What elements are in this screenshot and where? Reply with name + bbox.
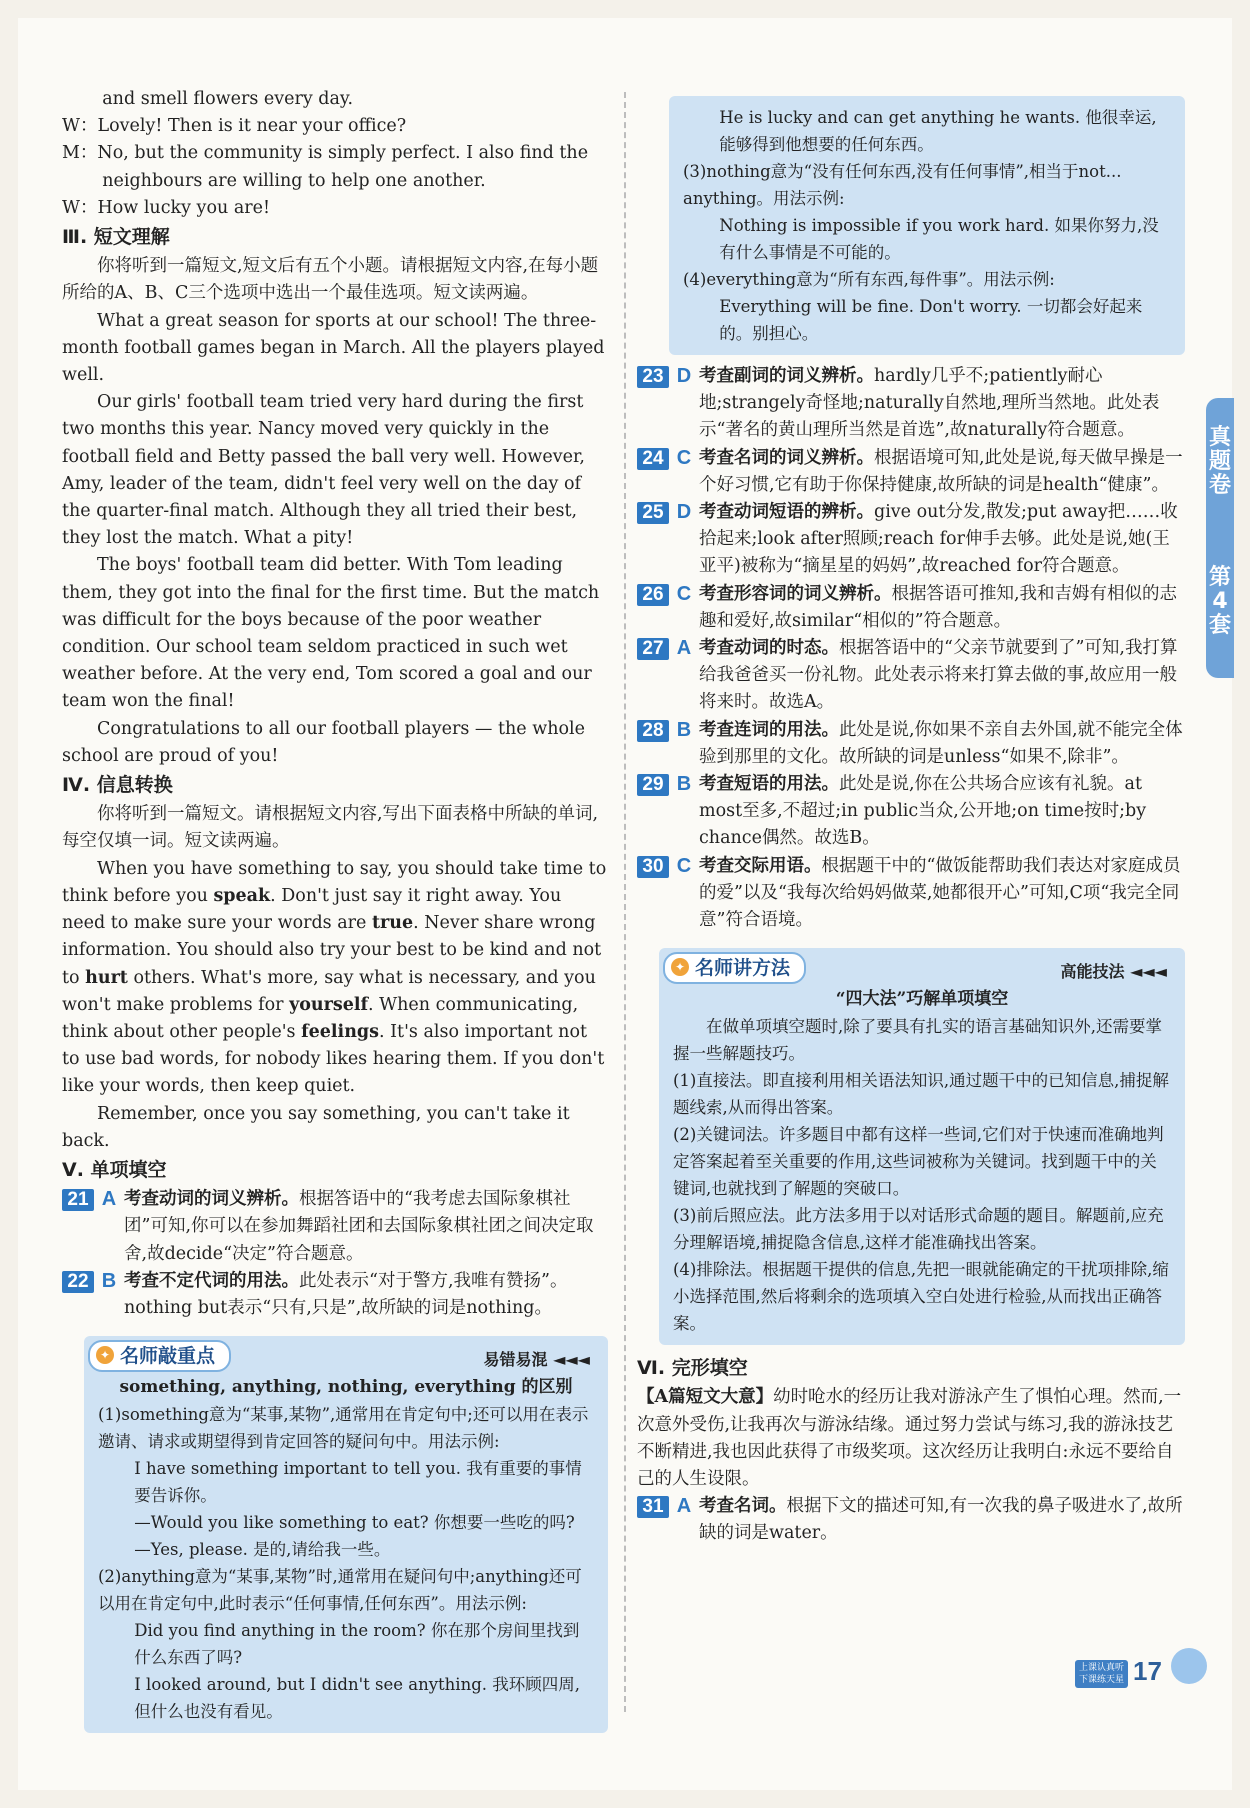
answer-item: 24 C 考查名词的词义辨析。根据语境可知,此处是说,每天做早操是一个好习惯,它有助于你保持健康,故所缺的词是health“健康”。: [637, 445, 1185, 499]
right-column: [637, 96, 1185, 1548]
side-tab: [1206, 398, 1234, 678]
passage-paragraph: Remember, once you say something, you can't take it back.: [62, 1103, 570, 1151]
answer-item: 22 B 考查不定代词的用法。此处表示“对于警方,我唯有赞扬”。nothing but表示“只有,只是”,故所缺的词是nothing。: [62, 1268, 608, 1322]
section-3-instructions: 你将听到一篇短文,短文后有五个小题。请根据短文内容,在每小题所给的A、B、C三个选项中选出一个最佳选项。短文读两遍。: [62, 256, 599, 304]
answer-word: feelings: [301, 1021, 380, 1042]
answer-word: hurt: [85, 967, 128, 988]
answer-item: 21 A 考查动词的词义辨析。根据答语中的“我考虑去国际象棋社团”可知,你可以在参加舞蹈社团和去国际象棋社团之间决定取舍,故decide“决定”符合题意。: [62, 1186, 608, 1268]
tip-category: 高能技法 ◄◄◄: [1060, 962, 1167, 982]
passage-paragraph: Congratulations to all our football players — the whole school are proud of you!: [62, 718, 585, 766]
passage-paragraph: When you have something to say, you should take time to think before you speak. Don't just say it right away. You need to make sure your words are true. Never share wrong information. You should also try your best to be kind and not to hurt others. What's more, say what is necessary, and you won't make problems for yourself. When communicating, think about other people's feelings. It's also important not to use bad words, for nobody likes hearing them. If you don't like your words, then keep quiet.: [62, 858, 607, 1097]
side-tab-label: 真题卷: [1208, 425, 1231, 498]
passage-paragraph: What a great season for sports at our school! The three-month football games began in March. All the players played well.: [62, 310, 605, 386]
mascot-icon: [1171, 1648, 1207, 1684]
section-6-title: Ⅵ. 完形填空: [637, 1357, 748, 1380]
question-number: 21: [62, 1189, 94, 1211]
tip-tag: ✦ 名师讲方法: [663, 952, 806, 984]
tip-box-methods: ✦ 名师讲方法 高能技法 ◄◄◄ “四大法”巧解单项填空 在做单项填空题时,除了要具有扎实的语言基础知识外,还需要掌握一些解题技巧。 (1)直接法。即直接利用相关语法知识,通过题干中的已知信息,捕捉解题线索,从而得出答案。 (2)关键词法。许多题目中都有这样一些词,它们对于快速而准确地判定答案起着至关重要的作用,这些词被称为关键词。找到题干中的关键词,也就找到了解题的突破口。 (3)前后照应法。此方法多用于以对话形式命题的题目。解题前,应充分理解语境,捕捉隐含信息,这样才能准确找出答案。 (4)排除法。根据题干提供的信息,先把一眼就能确定的干扰项排除,缩小选择范围,然后将剩余的选项填入空白处进行检验,从而找出正确答案。: [659, 948, 1185, 1345]
answer-item: 26 C 考查形容词的词义辨析。根据答语可推知,我和吉姆有相似的志趣和爱好,故similar“相似的”符合题意。: [637, 581, 1185, 635]
teacher-icon: ✦: [671, 958, 689, 976]
answer-item: 23 D 考查副词的词义辨析。hardly几乎不;patiently耐心地;strangely奇怪地;naturally自然地,理所当然地。此处表示“著名的黄山理所当然是首选”,故naturally符合题意。: [637, 363, 1185, 445]
answer-item: 27 A 考查动词的时态。根据答语中的“父亲节就要到了”可知,我打算给我爸爸买一份礼物。此处表示将来打算去做的事,故应用一般将来时。故选A。: [637, 635, 1185, 717]
section-5-title: Ⅴ. 单项填空: [62, 1158, 167, 1181]
answer-word: speak: [213, 885, 271, 906]
answer-item: 29 B 考查短语的用法。此处是说,你在公共场合应该有礼貌。at most至多,不超过;in public当众,公开地;on time按时;by chance偶然。故选B。: [637, 771, 1185, 853]
dialog-line: W：How lucky you are!: [62, 197, 271, 218]
dialog-line: M：No, but the community is simply perfect. I also find the neighbours are willing to help one another.: [62, 143, 589, 191]
left-column: [62, 86, 608, 1733]
footer-slogan: 上课认真听 下课练天星: [1075, 1660, 1128, 1688]
answer-word: yourself: [289, 994, 369, 1015]
tip-tag: ✦ 名师敲重点: [88, 1340, 231, 1372]
page-number: 17: [1133, 1656, 1162, 1686]
answer-item: 25 D 考查动词短语的辨析。give out分发,散发;put away把……收拾起来;look after照顾;reach for伸手去够。此处是说,她(王亚平)被称为“摘星星的妈妈”,故reached for符合题意。: [637, 499, 1185, 581]
section-4-instructions: 你将听到一篇短文。请根据短文内容,写出下面表格中所缺的单词,每空仅填一词。短文读两遍。: [62, 804, 599, 852]
answer-letter: B: [101, 1269, 117, 1292]
column-divider: [624, 92, 626, 1712]
passage-summary: 【A篇短文大意】幼时呛水的经历让我对游泳产生了惧怕心理。然而,一次意外受伤,让我再次与游泳结缘。通过努力尝试与练习,我的游泳技艺不断精进,我也因此获得了市级奖项。这次经历让我明白:永远不要给自己的人生设限。: [637, 1387, 1182, 1490]
answer-item: 30 C 考查交际用语。根据题干中的“做饭能帮助我们表达对家庭成员的爱”以及“我每次给妈妈做菜,她都很开心”可知,C项“我完全同意”符合语境。: [637, 853, 1185, 935]
teacher-icon: ✦: [96, 1346, 114, 1364]
answer-item: 28 B 考查连词的用法。此处是说,你如果不亲自去外国,就不能完全体验到那里的文化。故所缺的词是unless“如果不,除非”。: [637, 717, 1185, 771]
passage-paragraph: Our girls' football team tried very hard during the first two months this year. Nancy moved very quickly in the football field and Betty passed the ball very well. However, Amy, leader of the team, didn't feel very well on the day of the quarter-final match. Although they all tried their best, they lost the match. What a pity!: [62, 392, 585, 549]
answer-word: true: [371, 913, 414, 934]
section-3-title: Ⅲ. 短文理解: [62, 226, 170, 249]
passage-paragraph: The boys' football team did better. With Tom leading them, they got into the final for the first time. But the match was difficult for the boys because of the poor weather condition. Our school team seldom practiced in such wet weather before. At the very end, Tom scored a goal and our team won the final!: [62, 555, 600, 712]
dialog-line: W：Lovely! Then is it near your office?: [62, 116, 407, 137]
page-footer: [1075, 1656, 1215, 1694]
tip-box-continued: He is lucky and can get anything he wants. 他很幸运,能够得到他想要的任何东西。 (3)nothing意为“没有任何东西,没有任何事情”,相当于not... anything。用法示例: Nothing is impossible if you work hard. 如果你努力,没有什么事情是不可能的。 (4)everything意为“所有东西,每件事”。用法示例: Everything will be fine. Don't worry. 一切都会好起来的。别担心。: [669, 96, 1185, 355]
tip-category: 易错易混 ◄◄◄: [483, 1350, 590, 1370]
answer-item: 31 A 考查名词。根据下文的描述可知,有一次我的鼻子吸进水了,故所缺的词是water。: [637, 1493, 1185, 1547]
tip-title: something, anything, nothing, everything 的区别: [119, 1377, 573, 1398]
tip-box-key-points: ✦ 名师敲重点 易错易混 ◄◄◄ something, anything, nothing, everything 的区别 (1)something意为“某事,某物”,通常用在肯定句中;还可以用在表示邀请、请求或期望得到肯定回答的疑问句中。用法示例: I have something important to tell you. 我有重要的事情要告诉你。 —Would you like something to eat? 你想要一些吃的吗? —Yes, please. 是的,请给我一些。 (2)anything意为“某事,某物”时,通常用在疑问句中;anything还可以用在肯定句中,此时表示“任何事情,任何东西”。用法示例: Did you find anything in the room? 你在那个房间里找到什么东西了吗? I looked around, but I didn't see anything. 我环顾四周,但什么也没有看见。: [84, 1336, 608, 1733]
dialog-line: and smell flowers every day.: [102, 89, 354, 109]
answer-letter: A: [101, 1188, 117, 1211]
question-number: 22: [62, 1271, 94, 1293]
section-4-title: Ⅳ. 信息转换: [62, 774, 173, 797]
side-tab-set: 第4套: [1208, 565, 1231, 638]
tip-title: “四大法”巧解单项填空: [835, 989, 1009, 1010]
